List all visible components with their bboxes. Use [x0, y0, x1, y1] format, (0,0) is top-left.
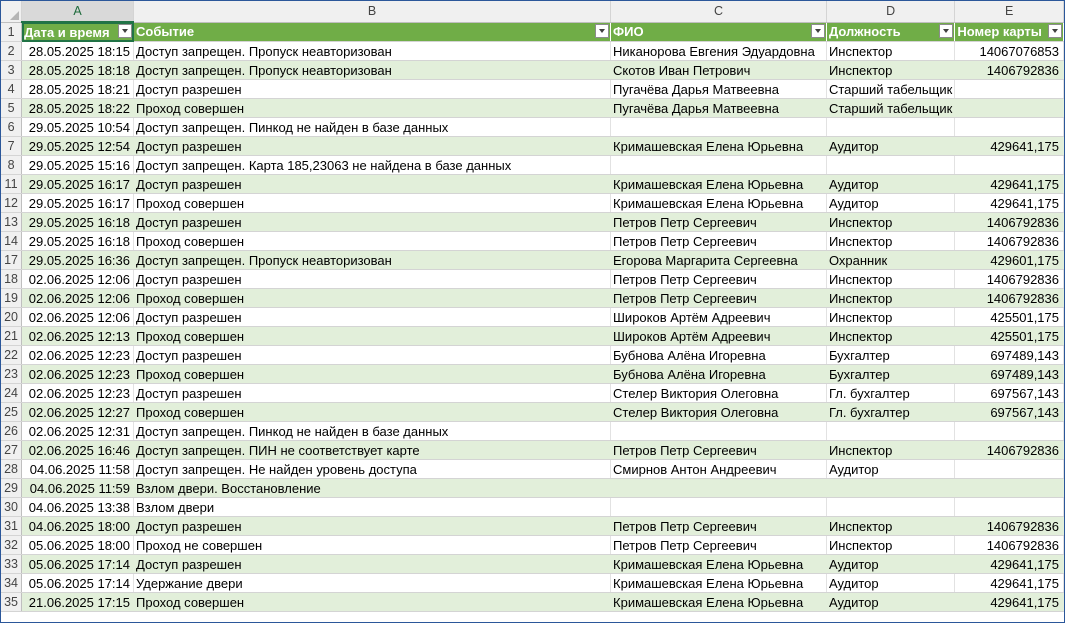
cell-fio[interactable]: Стелер Виктория Олеговна [611, 384, 827, 403]
table-row [1, 194, 1064, 213]
row-number[interactable]: 14 [1, 232, 22, 251]
table-row [1, 384, 1064, 403]
cell-date-time[interactable]: 02.06.2025 12:31 [22, 422, 134, 441]
header-position[interactable] [826, 22, 954, 42]
cell-event[interactable]: Доступ запрещен. ПИН не соответствует карте [134, 441, 611, 460]
row-number[interactable]: 31 [1, 517, 22, 536]
cell-card-number[interactable]: 429641,175 [955, 555, 1064, 574]
cell-position[interactable]: Аудитор [826, 137, 954, 156]
cell-position[interactable]: Аудитор [826, 574, 954, 593]
cell-fio[interactable]: Петров Петр Сергеевич [611, 441, 827, 460]
cell-card-number[interactable]: 1406792836 [955, 232, 1064, 251]
cell-fio[interactable]: Стелер Виктория Олеговна [611, 403, 827, 422]
cell-event[interactable]: Доступ разрешен [134, 384, 611, 403]
cell-date-time[interactable]: 29.05.2025 16:36 [22, 251, 134, 270]
header-date-time[interactable] [22, 22, 134, 42]
table-row [1, 479, 1064, 498]
cell-fio[interactable] [611, 422, 827, 441]
cell-date-time[interactable]: 04.06.2025 13:38 [22, 498, 134, 517]
header-fio[interactable] [611, 22, 827, 42]
row-number[interactable]: 8 [1, 156, 22, 175]
table-row [1, 555, 1064, 574]
cell-event[interactable]: Доступ разрешен [134, 270, 611, 289]
cell-card-number[interactable]: 429641,175 [955, 593, 1064, 612]
row-number[interactable]: 2 [1, 42, 22, 61]
cell-card-number[interactable] [955, 99, 1064, 118]
table-row [1, 365, 1064, 384]
cell-fio[interactable]: Петров Петр Сергеевич [611, 289, 827, 308]
table-row [1, 251, 1064, 270]
cell-card-number[interactable]: 1406792836 [955, 289, 1064, 308]
cell-event[interactable]: Доступ разрешен [134, 175, 611, 194]
cell-event[interactable]: Доступ разрешен [134, 517, 611, 536]
table-row [1, 574, 1064, 593]
cell-card-number[interactable]: 697567,143 [955, 403, 1064, 422]
cell-position[interactable]: Бухгалтер [826, 365, 954, 384]
row-number[interactable]: 27 [1, 441, 22, 460]
column-header-row [1, 1, 1064, 22]
filter-dropdown-icon[interactable] [811, 24, 825, 38]
row-number[interactable]: 35 [1, 593, 22, 612]
header-label: Событие [136, 24, 195, 40]
table-row [1, 232, 1064, 251]
cell-event[interactable]: Доступ запрещен. Пропуск неавторизован [134, 61, 611, 80]
cell-event[interactable]: Доступ запрещен. Пропуск неавторизован [134, 251, 611, 270]
row-number[interactable]: 5 [1, 99, 22, 118]
cell-position[interactable] [826, 156, 954, 175]
cell-event[interactable]: Доступ разрешен [134, 80, 611, 99]
cell-position[interactable]: Инспектор [826, 441, 954, 460]
filter-dropdown-icon[interactable] [118, 24, 132, 38]
select-all-button[interactable] [1, 1, 22, 22]
cell-position[interactable]: Аудитор [826, 593, 954, 612]
filter-dropdown-icon[interactable] [1048, 24, 1062, 38]
row-number[interactable]: 26 [1, 422, 22, 441]
cell-position[interactable]: Инспектор [826, 289, 954, 308]
table-row [1, 498, 1064, 517]
cell-position[interactable]: Бухгалтер [826, 346, 954, 365]
row-number[interactable]: 32 [1, 536, 22, 555]
cell-event[interactable]: Проход совершен [134, 403, 611, 422]
cell-card-number[interactable] [955, 422, 1064, 441]
cell-date-time[interactable]: 29.05.2025 12:54 [22, 137, 134, 156]
cell-card-number[interactable]: 429641,175 [955, 175, 1064, 194]
row-number[interactable]: 24 [1, 384, 22, 403]
filter-dropdown-icon[interactable] [939, 24, 953, 38]
cell-position[interactable] [826, 118, 954, 137]
cell-position[interactable]: Аудитор [826, 460, 954, 479]
cell-position[interactable]: Инспектор [826, 270, 954, 289]
cell-date-time[interactable]: 29.05.2025 10:54 [22, 118, 134, 137]
table-row [1, 156, 1064, 175]
cell-fio[interactable]: Кримашевская Елена Юрьевна [611, 593, 827, 612]
cell-event[interactable]: Доступ запрещен. Пинкод не найден в базе данных [134, 118, 611, 137]
cell-event[interactable]: Удержание двери [134, 574, 611, 593]
column-header-a[interactable]: A [22, 1, 134, 22]
column-header-e[interactable]: E [955, 1, 1064, 22]
cell-date-time[interactable]: 29.05.2025 16:18 [22, 213, 134, 232]
header-event[interactable] [134, 22, 611, 42]
cell-date-time[interactable]: 05.06.2025 17:14 [22, 555, 134, 574]
cell-event[interactable]: Проход не совершен [134, 536, 611, 555]
cell-event[interactable]: Доступ разрешен [134, 137, 611, 156]
cell-date-time[interactable]: 02.06.2025 16:46 [22, 441, 134, 460]
cell-fio[interactable]: Кримашевская Елена Юрьевна [611, 137, 827, 156]
cell-position[interactable]: Инспектор [826, 327, 954, 346]
row-number[interactable]: 3 [1, 61, 22, 80]
cell-card-number[interactable]: 429601,175 [955, 251, 1064, 270]
cell-card-number[interactable]: 429641,175 [955, 137, 1064, 156]
row-number[interactable]: 12 [1, 194, 22, 213]
cell-fio[interactable]: Широков Артём Адреевич [611, 308, 827, 327]
table-row [1, 270, 1064, 289]
row-number[interactable]: 1 [1, 22, 22, 42]
cell-date-time[interactable]: 28.05.2025 18:21 [22, 80, 134, 99]
cell-event[interactable]: Доступ запрещен. Пропуск неавторизован [134, 42, 611, 61]
cell-fio[interactable]: Кримашевская Елена Юрьевна [611, 574, 827, 593]
cell-fio[interactable]: Петров Петр Сергеевич [611, 270, 827, 289]
table-row [1, 42, 1064, 61]
row-number[interactable]: 23 [1, 365, 22, 384]
cell-fio[interactable] [611, 479, 827, 498]
row-number[interactable]: 17 [1, 251, 22, 270]
row-number[interactable]: 34 [1, 574, 22, 593]
table-row [1, 99, 1064, 118]
cell-fio[interactable] [611, 156, 827, 175]
cell-event[interactable]: Проход совершен [134, 289, 611, 308]
cell-event[interactable]: Доступ запрещен. Карта 185,23063 не найдена в базе данных [134, 156, 611, 175]
cell-event[interactable]: Доступ разрешен [134, 213, 611, 232]
cell-position[interactable]: Гл. бухгалтер [826, 384, 954, 403]
row-number[interactable]: 4 [1, 80, 22, 99]
cell-date-time[interactable]: 29.05.2025 16:17 [22, 194, 134, 213]
cell-event[interactable]: Доступ разрешен [134, 308, 611, 327]
table-row [1, 80, 1064, 99]
cell-fio[interactable]: Петров Петр Сергеевич [611, 232, 827, 251]
table-row [1, 422, 1064, 441]
cell-event[interactable]: Проход совершен [134, 99, 611, 118]
row-number[interactable]: 33 [1, 555, 22, 574]
cell-event[interactable]: Проход совершен [134, 232, 611, 251]
header-label: Номер карты [957, 24, 1042, 40]
row-number[interactable]: 30 [1, 498, 22, 517]
cell-event[interactable]: Проход совершен [134, 194, 611, 213]
cell-position[interactable]: Инспектор [826, 536, 954, 555]
header-label: Должность [828, 24, 901, 40]
cell-position[interactable]: Аудитор [826, 555, 954, 574]
table-row [1, 327, 1064, 346]
table-row [1, 137, 1064, 156]
cell-position[interactable] [826, 422, 954, 441]
cell-card-number[interactable]: 1406792836 [955, 517, 1064, 536]
column-header-b[interactable]: B [134, 1, 611, 22]
cell-card-number[interactable] [955, 80, 1064, 99]
data-table [1, 1, 1064, 612]
row-number[interactable]: 7 [1, 137, 22, 156]
table-row [1, 346, 1064, 365]
cell-fio[interactable]: Петров Петр Сергеевич [611, 517, 827, 536]
cell-fio[interactable]: Смирнов Антон Андреевич [611, 460, 827, 479]
cell-date-time[interactable]: 29.05.2025 16:17 [22, 175, 134, 194]
table-row [1, 517, 1064, 536]
cell-card-number[interactable]: 1406792836 [955, 270, 1064, 289]
cell-date-time[interactable]: 02.06.2025 12:23 [22, 384, 134, 403]
cell-fio[interactable]: Никанорова Евгения Эдуардовна [611, 42, 827, 61]
cell-event[interactable]: Доступ запрещен. Не найден уровень доступа [134, 460, 611, 479]
cell-card-number[interactable]: 1406792836 [955, 61, 1064, 80]
table-header-row [1, 22, 1064, 42]
header-label: ФИО [613, 24, 644, 40]
cell-card-number[interactable]: 697489,143 [955, 365, 1064, 384]
cell-card-number[interactable]: 1406792836 [955, 213, 1064, 232]
cell-fio[interactable]: Кримашевская Елена Юрьевна [611, 175, 827, 194]
cell-date-time[interactable]: 02.06.2025 12:13 [22, 327, 134, 346]
row-number[interactable]: 19 [1, 289, 22, 308]
table-row [1, 460, 1064, 479]
cell-position[interactable] [826, 498, 954, 517]
cell-date-time[interactable]: 04.06.2025 18:00 [22, 517, 134, 536]
cell-fio[interactable]: Бубнова Алёна Игоревна [611, 346, 827, 365]
cell-fio[interactable]: Кримашевская Елена Юрьевна [611, 555, 827, 574]
cell-date-time[interactable]: 28.05.2025 18:18 [22, 61, 134, 80]
cell-position[interactable]: Гл. бухгалтер [826, 403, 954, 422]
cell-date-time[interactable]: 02.06.2025 12:23 [22, 365, 134, 384]
cell-position[interactable]: Старший табельщик [826, 80, 954, 99]
header-label: Дата и время [24, 24, 110, 40]
cell-position[interactable]: Старший табельщик [826, 99, 954, 118]
row-number[interactable]: 21 [1, 327, 22, 346]
table-row [1, 308, 1064, 327]
cell-date-time[interactable]: 05.06.2025 18:00 [22, 536, 134, 555]
cell-card-number[interactable]: 1406792836 [955, 536, 1064, 555]
table-row [1, 536, 1064, 555]
cell-position[interactable]: Инспектор [826, 517, 954, 536]
table-row [1, 441, 1064, 460]
cell-card-number[interactable]: 14067076853 [955, 42, 1064, 61]
cell-date-time[interactable]: 02.06.2025 12:06 [22, 270, 134, 289]
cell-position[interactable]: Инспектор [826, 42, 954, 61]
cell-position[interactable]: Инспектор [826, 61, 954, 80]
cell-date-time[interactable]: 28.05.2025 18:15 [22, 42, 134, 61]
table-row [1, 593, 1064, 612]
cell-card-number[interactable] [955, 118, 1064, 137]
cell-date-time[interactable]: 29.05.2025 15:16 [22, 156, 134, 175]
cell-date-time[interactable]: 02.06.2025 12:23 [22, 346, 134, 365]
cell-event[interactable]: Проход совершен [134, 327, 611, 346]
cell-fio[interactable]: Пугачёва Дарья Матвеевна [611, 80, 827, 99]
row-number[interactable]: 18 [1, 270, 22, 289]
cell-date-time[interactable]: 05.06.2025 17:14 [22, 574, 134, 593]
cell-card-number[interactable]: 425501,175 [955, 327, 1064, 346]
cell-fio[interactable]: Петров Петр Сергеевич [611, 536, 827, 555]
cell-card-number[interactable] [955, 498, 1064, 517]
row-number[interactable]: 22 [1, 346, 22, 365]
cell-fio[interactable]: Скотов Иван Петрович [611, 61, 827, 80]
row-number[interactable]: 25 [1, 403, 22, 422]
cell-fio[interactable] [611, 498, 827, 517]
cell-position[interactable]: Инспектор [826, 213, 954, 232]
cell-event[interactable]: Проход совершен [134, 593, 611, 612]
cell-card-number[interactable]: 697489,143 [955, 346, 1064, 365]
cell-card-number[interactable]: 697567,143 [955, 384, 1064, 403]
cell-card-number[interactable] [955, 460, 1064, 479]
cell-event[interactable]: Доступ разрешен [134, 346, 611, 365]
table-row [1, 118, 1064, 137]
cell-date-time[interactable]: 02.06.2025 12:06 [22, 308, 134, 327]
cell-date-time[interactable]: 02.06.2025 12:06 [22, 289, 134, 308]
row-number[interactable]: 20 [1, 308, 22, 327]
table-row [1, 175, 1064, 194]
column-header-d[interactable]: D [826, 1, 954, 22]
row-number[interactable]: 13 [1, 213, 22, 232]
row-number[interactable]: 28 [1, 460, 22, 479]
cell-date-time[interactable]: 28.05.2025 18:22 [22, 99, 134, 118]
cell-position[interactable]: Аудитор [826, 175, 954, 194]
cell-card-number[interactable]: 429641,175 [955, 194, 1064, 213]
cell-event[interactable]: Взлом двери. Восстановление [134, 479, 611, 498]
row-number[interactable]: 29 [1, 479, 22, 498]
table-row [1, 213, 1064, 232]
cell-date-time[interactable]: 04.06.2025 11:58 [22, 460, 134, 479]
cell-date-time[interactable]: 02.06.2025 12:27 [22, 403, 134, 422]
cell-event[interactable]: Доступ разрешен [134, 555, 611, 574]
cell-fio[interactable]: Пугачёва Дарья Матвеевна [611, 99, 827, 118]
table-row [1, 403, 1064, 422]
cell-position[interactable] [826, 479, 954, 498]
table-row [1, 289, 1064, 308]
cell-card-number[interactable]: 1406792836 [955, 441, 1064, 460]
cell-fio[interactable]: Петров Петр Сергеевич [611, 213, 827, 232]
cell-fio[interactable]: Широков Артём Адреевич [611, 327, 827, 346]
cell-date-time[interactable]: 21.06.2025 17:15 [22, 593, 134, 612]
cell-card-number[interactable] [955, 156, 1064, 175]
cell-card-number[interactable]: 425501,175 [955, 308, 1064, 327]
column-header-c[interactable]: C [611, 1, 827, 22]
header-card-number[interactable] [955, 22, 1064, 42]
cell-position[interactable]: Инспектор [826, 308, 954, 327]
cell-event[interactable]: Доступ запрещен. Пинкод не найден в базе данных [134, 422, 611, 441]
cell-card-number[interactable]: 429641,175 [955, 574, 1064, 593]
cell-event[interactable]: Взлом двери [134, 498, 611, 517]
table-row [1, 61, 1064, 80]
cell-fio[interactable]: Егорова Маргарита Сергеевна [611, 251, 827, 270]
cell-card-number[interactable] [955, 479, 1064, 498]
cell-date-time[interactable]: 04.06.2025 11:59 [22, 479, 134, 498]
cell-date-time[interactable]: 29.05.2025 16:18 [22, 232, 134, 251]
cell-position[interactable]: Инспектор [826, 232, 954, 251]
cell-event[interactable]: Проход совершен [134, 365, 611, 384]
filter-dropdown-icon[interactable] [595, 24, 609, 38]
cell-position[interactable]: Охранник [826, 251, 954, 270]
row-number[interactable]: 6 [1, 118, 22, 137]
cell-fio[interactable] [611, 118, 827, 137]
cell-position[interactable]: Аудитор [826, 194, 954, 213]
cell-fio[interactable]: Бубнова Алёна Игоревна [611, 365, 827, 384]
row-number[interactable]: 11 [1, 175, 22, 194]
cell-fio[interactable]: Кримашевская Елена Юрьевна [611, 194, 827, 213]
